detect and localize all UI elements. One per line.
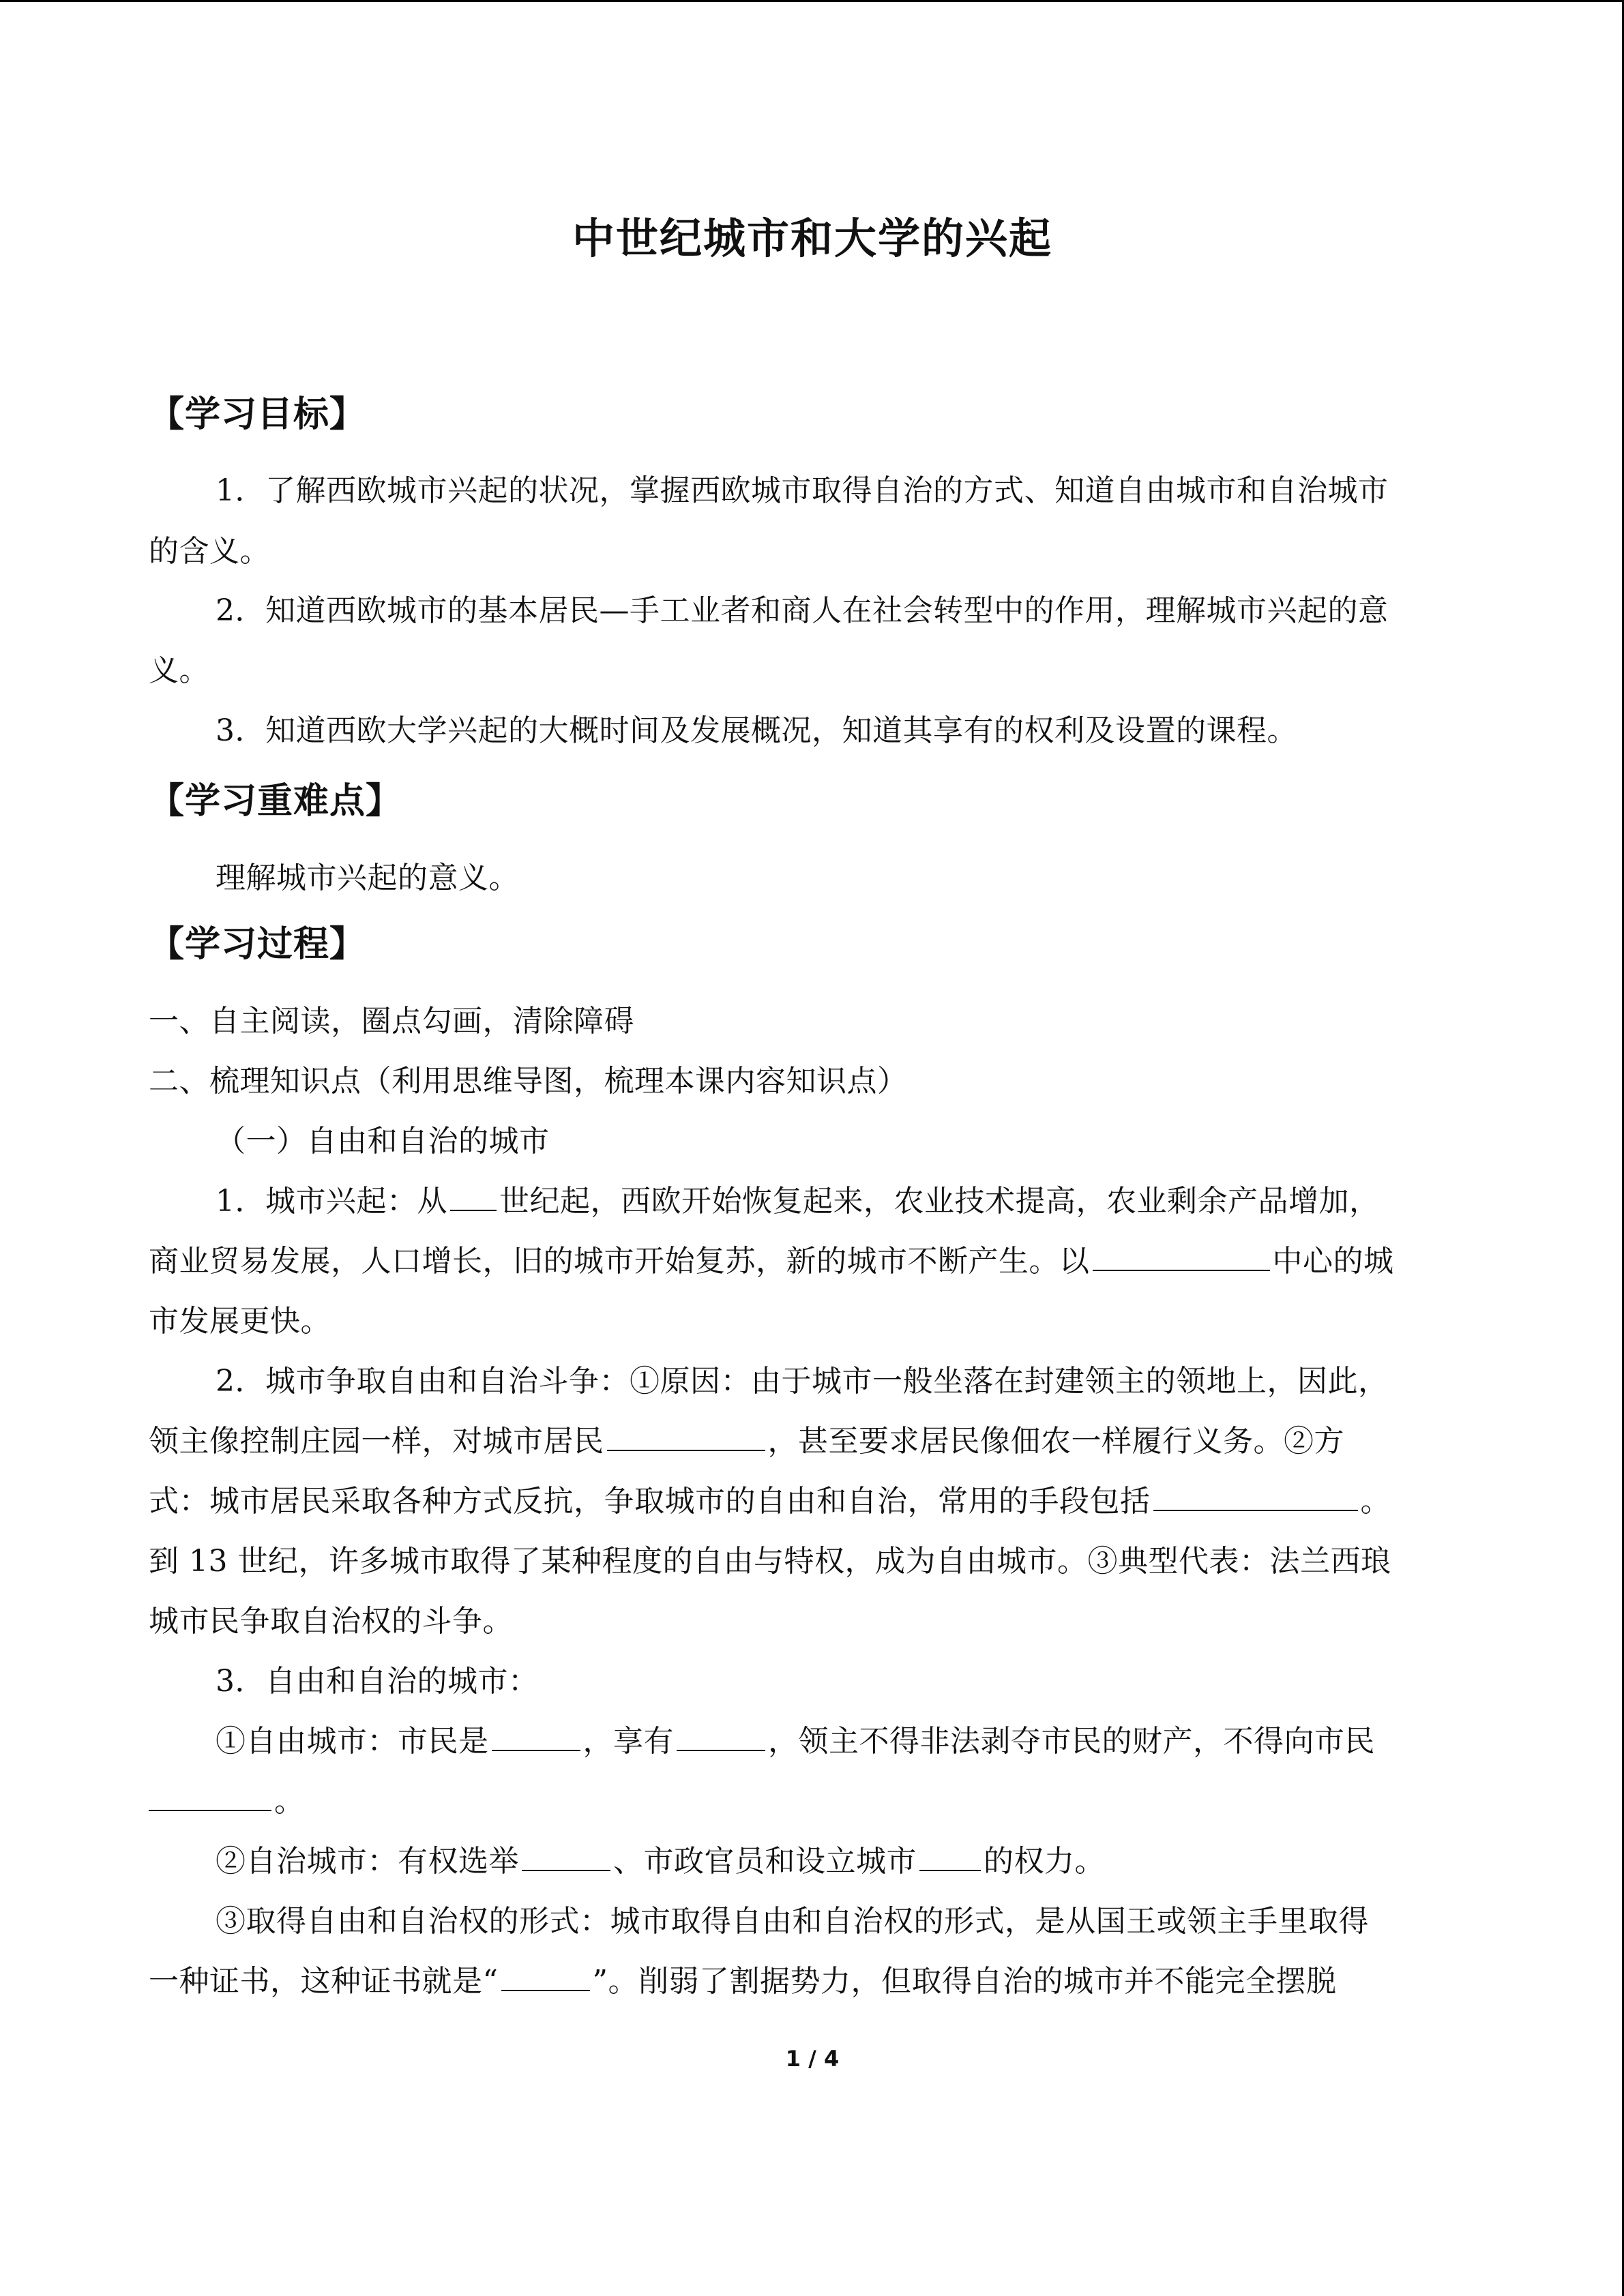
fill-blank[interactable] xyxy=(677,1723,765,1751)
point-3-3-text-b: 一种证书，这种证书就是“ xyxy=(149,1964,499,1999)
point-1-line-3: 市发展更快。 xyxy=(149,1304,331,1339)
point-3-1-text-b: ，享有 xyxy=(582,1724,674,1759)
point-3-3-text-c: ”。削弱了割据势力，但取得自治的城市并不能完全摆脱 xyxy=(592,1964,1337,1999)
point-3-heading xyxy=(149,1652,1476,1712)
point-1-line-2 xyxy=(149,1232,1476,1292)
point-3-2-text-a: ②自治城市：有权选举 xyxy=(216,1844,519,1879)
point-2-text-d: 式：城市居民采取各种方式反抗，争取城市的自由和自治，常用的手段包括 xyxy=(149,1484,1151,1519)
section-heading-goals: 【学习目标】 xyxy=(149,394,366,435)
point-3-3-line-2 xyxy=(149,1952,1476,2012)
point-2-line-4: 到 13 世纪，许多城市取得了某种程度的自由与特权，成为自由城市。③典型代表：法兰西琅 xyxy=(149,1544,1391,1579)
fill-blank[interactable] xyxy=(1093,1242,1270,1271)
point-3-1-line-1 xyxy=(149,1712,1476,1772)
fill-blank[interactable] xyxy=(450,1182,497,1211)
point-2-text-c: ，甚至要求居民像佃农一样履行义务。②方 xyxy=(767,1424,1344,1459)
goal-1-cont: 的含义。 xyxy=(149,534,270,569)
page-number: 1 / 4 xyxy=(785,2046,840,2072)
key-points-text xyxy=(149,848,1476,908)
point-2-line-3 xyxy=(149,1472,1476,1532)
fill-blank[interactable] xyxy=(501,1963,590,1991)
point-3-2-line xyxy=(149,1832,1476,1892)
fill-blank[interactable] xyxy=(1153,1482,1358,1511)
point-3-1-text-a: ①自由城市：市民是 xyxy=(216,1724,489,1759)
section-heading-process: 【学习过程】 xyxy=(149,924,366,965)
page-top-border xyxy=(0,0,1624,2)
key-points-line: 理解城市兴起的意义。 xyxy=(216,861,519,895)
point-1-text-b: 世纪起，西欧开始恢复起来，农业技术提高，农业剩余产品增加， xyxy=(499,1184,1380,1219)
point-1-text-a: 1．城市兴起：从 xyxy=(216,1184,447,1219)
step-1: 一、自主阅读，圈点勾画，清除障碍 xyxy=(149,1004,634,1039)
goal-3 xyxy=(149,701,1476,761)
point-2-line-5: 城市民争取自治权的斗争。 xyxy=(149,1604,513,1639)
fill-blank[interactable] xyxy=(492,1723,580,1751)
point-1-text-c: 商业贸易发展，人口增长，旧的城市开始复苏，新的城市不断产生。以 xyxy=(149,1244,1090,1279)
fill-blank[interactable] xyxy=(919,1843,981,1871)
point-1-line-1 xyxy=(149,1172,1476,1232)
point-3-1-line-2 xyxy=(149,1772,1476,1832)
goal-2-line-1: 2．知道西欧城市的基本居民—手工业者和商人在社会转型中的作用，理解城市兴起的意 xyxy=(216,593,1389,628)
fill-blank[interactable] xyxy=(607,1422,765,1451)
point-2-line-2 xyxy=(149,1412,1476,1472)
document-title: 中世纪城市和大学的兴起 xyxy=(572,213,1052,263)
point-3-2-text-c: 的权力。 xyxy=(984,1844,1105,1879)
point-2-line-1 xyxy=(149,1352,1476,1412)
point-2-text-b: 领主像控制庄园一样，对城市居民 xyxy=(149,1424,604,1459)
fill-blank[interactable] xyxy=(522,1843,610,1871)
goal-3-line: 3．知道西欧大学兴起的大概时间及发展概况，知道其享有的权利及设置的课程。 xyxy=(216,713,1297,748)
section-heading-key-points: 【学习重难点】 xyxy=(149,781,402,822)
point-3-1-text-d: 。 xyxy=(274,1784,305,1819)
point-1-text-d: 中心的城 xyxy=(1272,1244,1394,1279)
fill-blank[interactable] xyxy=(149,1783,271,1811)
subsection-1-title: （一）自由和自治的城市 xyxy=(216,1124,550,1159)
point-2-text-a: 2．城市争取自由和自治斗争：①原因：由于城市一般坐落在封建领主的领地上，因此， xyxy=(216,1364,1389,1399)
goal-1 xyxy=(149,461,1476,521)
point-3-3-line-1 xyxy=(149,1892,1476,1952)
point-3-2-text-b: 、市政官员和设立城市 xyxy=(613,1844,917,1879)
point-3-3-text-a: ③取得自由和自治权的形式：城市取得自由和自治权的形式，是从国王或领主手里取得 xyxy=(216,1904,1369,1939)
goal-1-line-1: 1．了解西欧城市兴起的状况，掌握西欧城市取得自治的方式、知道自由城市和自治城市 xyxy=(216,473,1389,508)
step-2: 二、梳理知识点（利用思维导图，梳理本课内容知识点） xyxy=(149,1064,908,1099)
goal-2-cont: 义。 xyxy=(149,653,209,688)
goal-2 xyxy=(149,581,1476,641)
point-3-1-text-c: ，领主不得非法剥夺市民的财产，不得向市民 xyxy=(768,1724,1375,1759)
subsection-1 xyxy=(149,1112,1476,1172)
point-2-text-e: 。 xyxy=(1360,1484,1391,1519)
point-3-title: 3．自由和自治的城市： xyxy=(216,1664,539,1699)
